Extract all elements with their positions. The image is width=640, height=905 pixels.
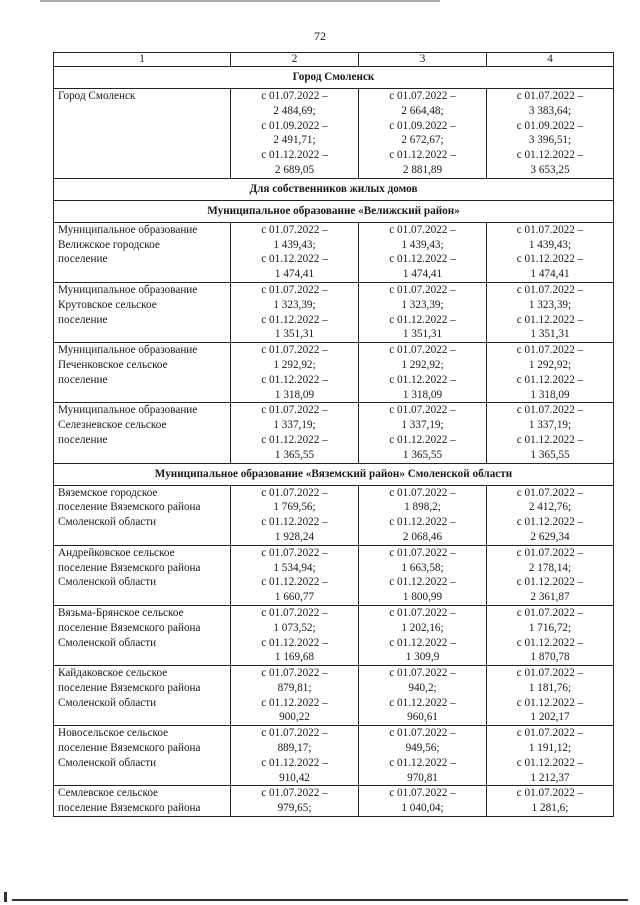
municipality-name: Новосельское сельское поселение Вяземского района Смоленской области — [54, 726, 231, 786]
column-number: 3 — [359, 53, 487, 67]
section-row — [54, 200, 614, 222]
section-title: Город Смоленск — [54, 67, 614, 89]
section-row — [54, 463, 614, 485]
tariff-value-col-2: с 01.07.2022 – 1 073,52; с 01.12.2022 – 1 169,68 — [231, 605, 359, 665]
table-row — [54, 485, 614, 545]
municipality-name: Муниципальное образование Велижское городское поселение — [54, 222, 231, 282]
tariff-value-col-4: с 01.07.2022 – 1 281,6; — [487, 786, 614, 817]
municipality-name: Вязьма-Брянское сельское поселение Вяземского района Смоленской области — [54, 605, 231, 665]
table-row — [54, 545, 614, 605]
table-row — [54, 786, 614, 817]
tariff-value-col-3: с 01.07.2022 – 2 664,48; с 01.09.2022 – 2 672,67; с 01.12.2022 – 2 881,89 — [359, 89, 487, 179]
page-number: 72 — [314, 29, 326, 43]
tariff-value-col-3: с 01.07.2022 – 1 323,39; с 01.12.2022 – 1 351,31 — [359, 282, 487, 342]
tariff-value-col-3: с 01.07.2022 – 1 292,92; с 01.12.2022 – 1 318,09 — [359, 343, 487, 403]
tariff-table — [53, 52, 614, 817]
tariff-value-col-2: с 01.07.2022 – 1 769,56; с 01.12.2022 – 1 928,24 — [231, 485, 359, 545]
tariff-value-col-4: с 01.07.2022 – 1 191,12; с 01.12.2022 – 1 212,37 — [487, 726, 614, 786]
municipality-name: Семлевское сельское поселение Вяземского района — [54, 786, 231, 817]
tariff-value-col-2: с 01.07.2022 – 889,17; с 01.12.2022 – 910,42 — [231, 726, 359, 786]
tariff-value-col-4: с 01.07.2022 – 1 337,19; с 01.12.2022 – 1 365,55 — [487, 403, 614, 463]
bottom-scan-rule — [12, 899, 628, 901]
tariff-value-col-2: с 01.07.2022 – 2 484,69; с 01.09.2022 – 2 491,71; с 01.12.2022 – 2 689,05 — [231, 89, 359, 179]
tariff-value-col-2: с 01.07.2022 – 979,65; — [231, 786, 359, 817]
tariff-value-col-4: с 01.07.2022 – 3 383,64; с 01.09.2022 – 3 396,51; с 01.12.2022 – 3 653,25 — [487, 89, 614, 179]
municipality-name: Муниципальное образование Печенковское сельское поселение — [54, 343, 231, 403]
table-row — [54, 403, 614, 463]
municipality-name: Муниципальное образование Крутовское сельское поселение — [54, 282, 231, 342]
tariff-value-col-3: с 01.07.2022 – 940,2; с 01.12.2022 – 960,61 — [359, 666, 487, 726]
tariff-value-col-3: с 01.07.2022 – 1 202,16; с 01.12.2022 – 1 309,9 — [359, 605, 487, 665]
table-row — [54, 605, 614, 665]
municipality-name: Кайдаковское сельское поселение Вяземского района Смоленской области — [54, 666, 231, 726]
municipality-name: Андрейковское сельское поселение Вяземского района Смоленской области — [54, 545, 231, 605]
tariff-value-col-3: с 01.07.2022 – 1 439,43; с 01.12.2022 – 1 474,41 — [359, 222, 487, 282]
tariff-value-col-3: с 01.07.2022 – 1 040,04; — [359, 786, 487, 817]
tariff-value-col-2: с 01.07.2022 – 1 323,39; с 01.12.2022 – 1 351,31 — [231, 282, 359, 342]
tariff-value-col-2: с 01.07.2022 – 879,81; с 01.12.2022 – 900,22 — [231, 666, 359, 726]
tariff-value-col-2: с 01.07.2022 – 1 534,94; с 01.12.2022 – 1 660,77 — [231, 545, 359, 605]
column-number-row — [54, 53, 614, 67]
table-row — [54, 89, 614, 179]
tariff-value-col-4: с 01.07.2022 – 1 716,72; с 01.12.2022 – 1 870,78 — [487, 605, 614, 665]
tariff-value-col-3: с 01.07.2022 – 1 663,58; с 01.12.2022 – 1 800,99 — [359, 545, 487, 605]
municipality-name: Муниципальное образование Селезневское сельское поселение — [54, 403, 231, 463]
section-title: Муниципальное образование «Вяземский район» Смоленской области — [54, 463, 614, 485]
tariff-value-col-4: с 01.07.2022 – 1 323,39; с 01.12.2022 – 1 351,31 — [487, 282, 614, 342]
bottom-scan-mark — [4, 892, 7, 902]
tariff-value-col-4: с 01.07.2022 – 2 412,76; с 01.12.2022 – 2 629,34 — [487, 485, 614, 545]
tariff-value-col-2: с 01.07.2022 – 1 439,43; с 01.12.2022 – 1 474,41 — [231, 222, 359, 282]
top-scan-rule — [40, 0, 440, 2]
table-row — [54, 666, 614, 726]
table-row — [54, 726, 614, 786]
section-title: Муниципальное образование «Велижский район» — [54, 200, 614, 222]
municipality-name: Город Смоленск — [54, 89, 231, 179]
tariff-value-col-3: с 01.07.2022 – 1 337,19; с 01.12.2022 – 1 365,55 — [359, 403, 487, 463]
municipality-name: Вяземское городское поселение Вяземского района Смоленской области — [54, 485, 231, 545]
table-row — [54, 343, 614, 403]
tariff-value-col-3: с 01.07.2022 – 949,56; с 01.12.2022 – 970,81 — [359, 726, 487, 786]
tariff-value-col-4: с 01.07.2022 – 1 439,43; с 01.12.2022 – 1 474,41 — [487, 222, 614, 282]
section-row — [54, 67, 614, 89]
tariff-value-col-4: с 01.07.2022 – 2 178,14; с 01.12.2022 – 2 361,87 — [487, 545, 614, 605]
column-number: 1 — [54, 53, 231, 67]
section-row — [54, 178, 614, 200]
section-title: Для собственников жилых домов — [54, 178, 614, 200]
table-row — [54, 222, 614, 282]
tariff-value-col-2: с 01.07.2022 – 1 337,19; с 01.12.2022 – 1 365,55 — [231, 403, 359, 463]
tariff-value-col-3: с 01.07.2022 – 1 898,2; с 01.12.2022 – 2 068,46 — [359, 485, 487, 545]
tariff-value-col-4: с 01.07.2022 – 1 292,92; с 01.12.2022 – 1 318,09 — [487, 343, 614, 403]
column-number: 4 — [487, 53, 614, 67]
tariff-value-col-2: с 01.07.2022 – 1 292,92; с 01.12.2022 – 1 318,09 — [231, 343, 359, 403]
column-number: 2 — [231, 53, 359, 67]
table-row — [54, 282, 614, 342]
tariff-value-col-4: с 01.07.2022 – 1 181,76; с 01.12.2022 – 1 202,17 — [487, 666, 614, 726]
